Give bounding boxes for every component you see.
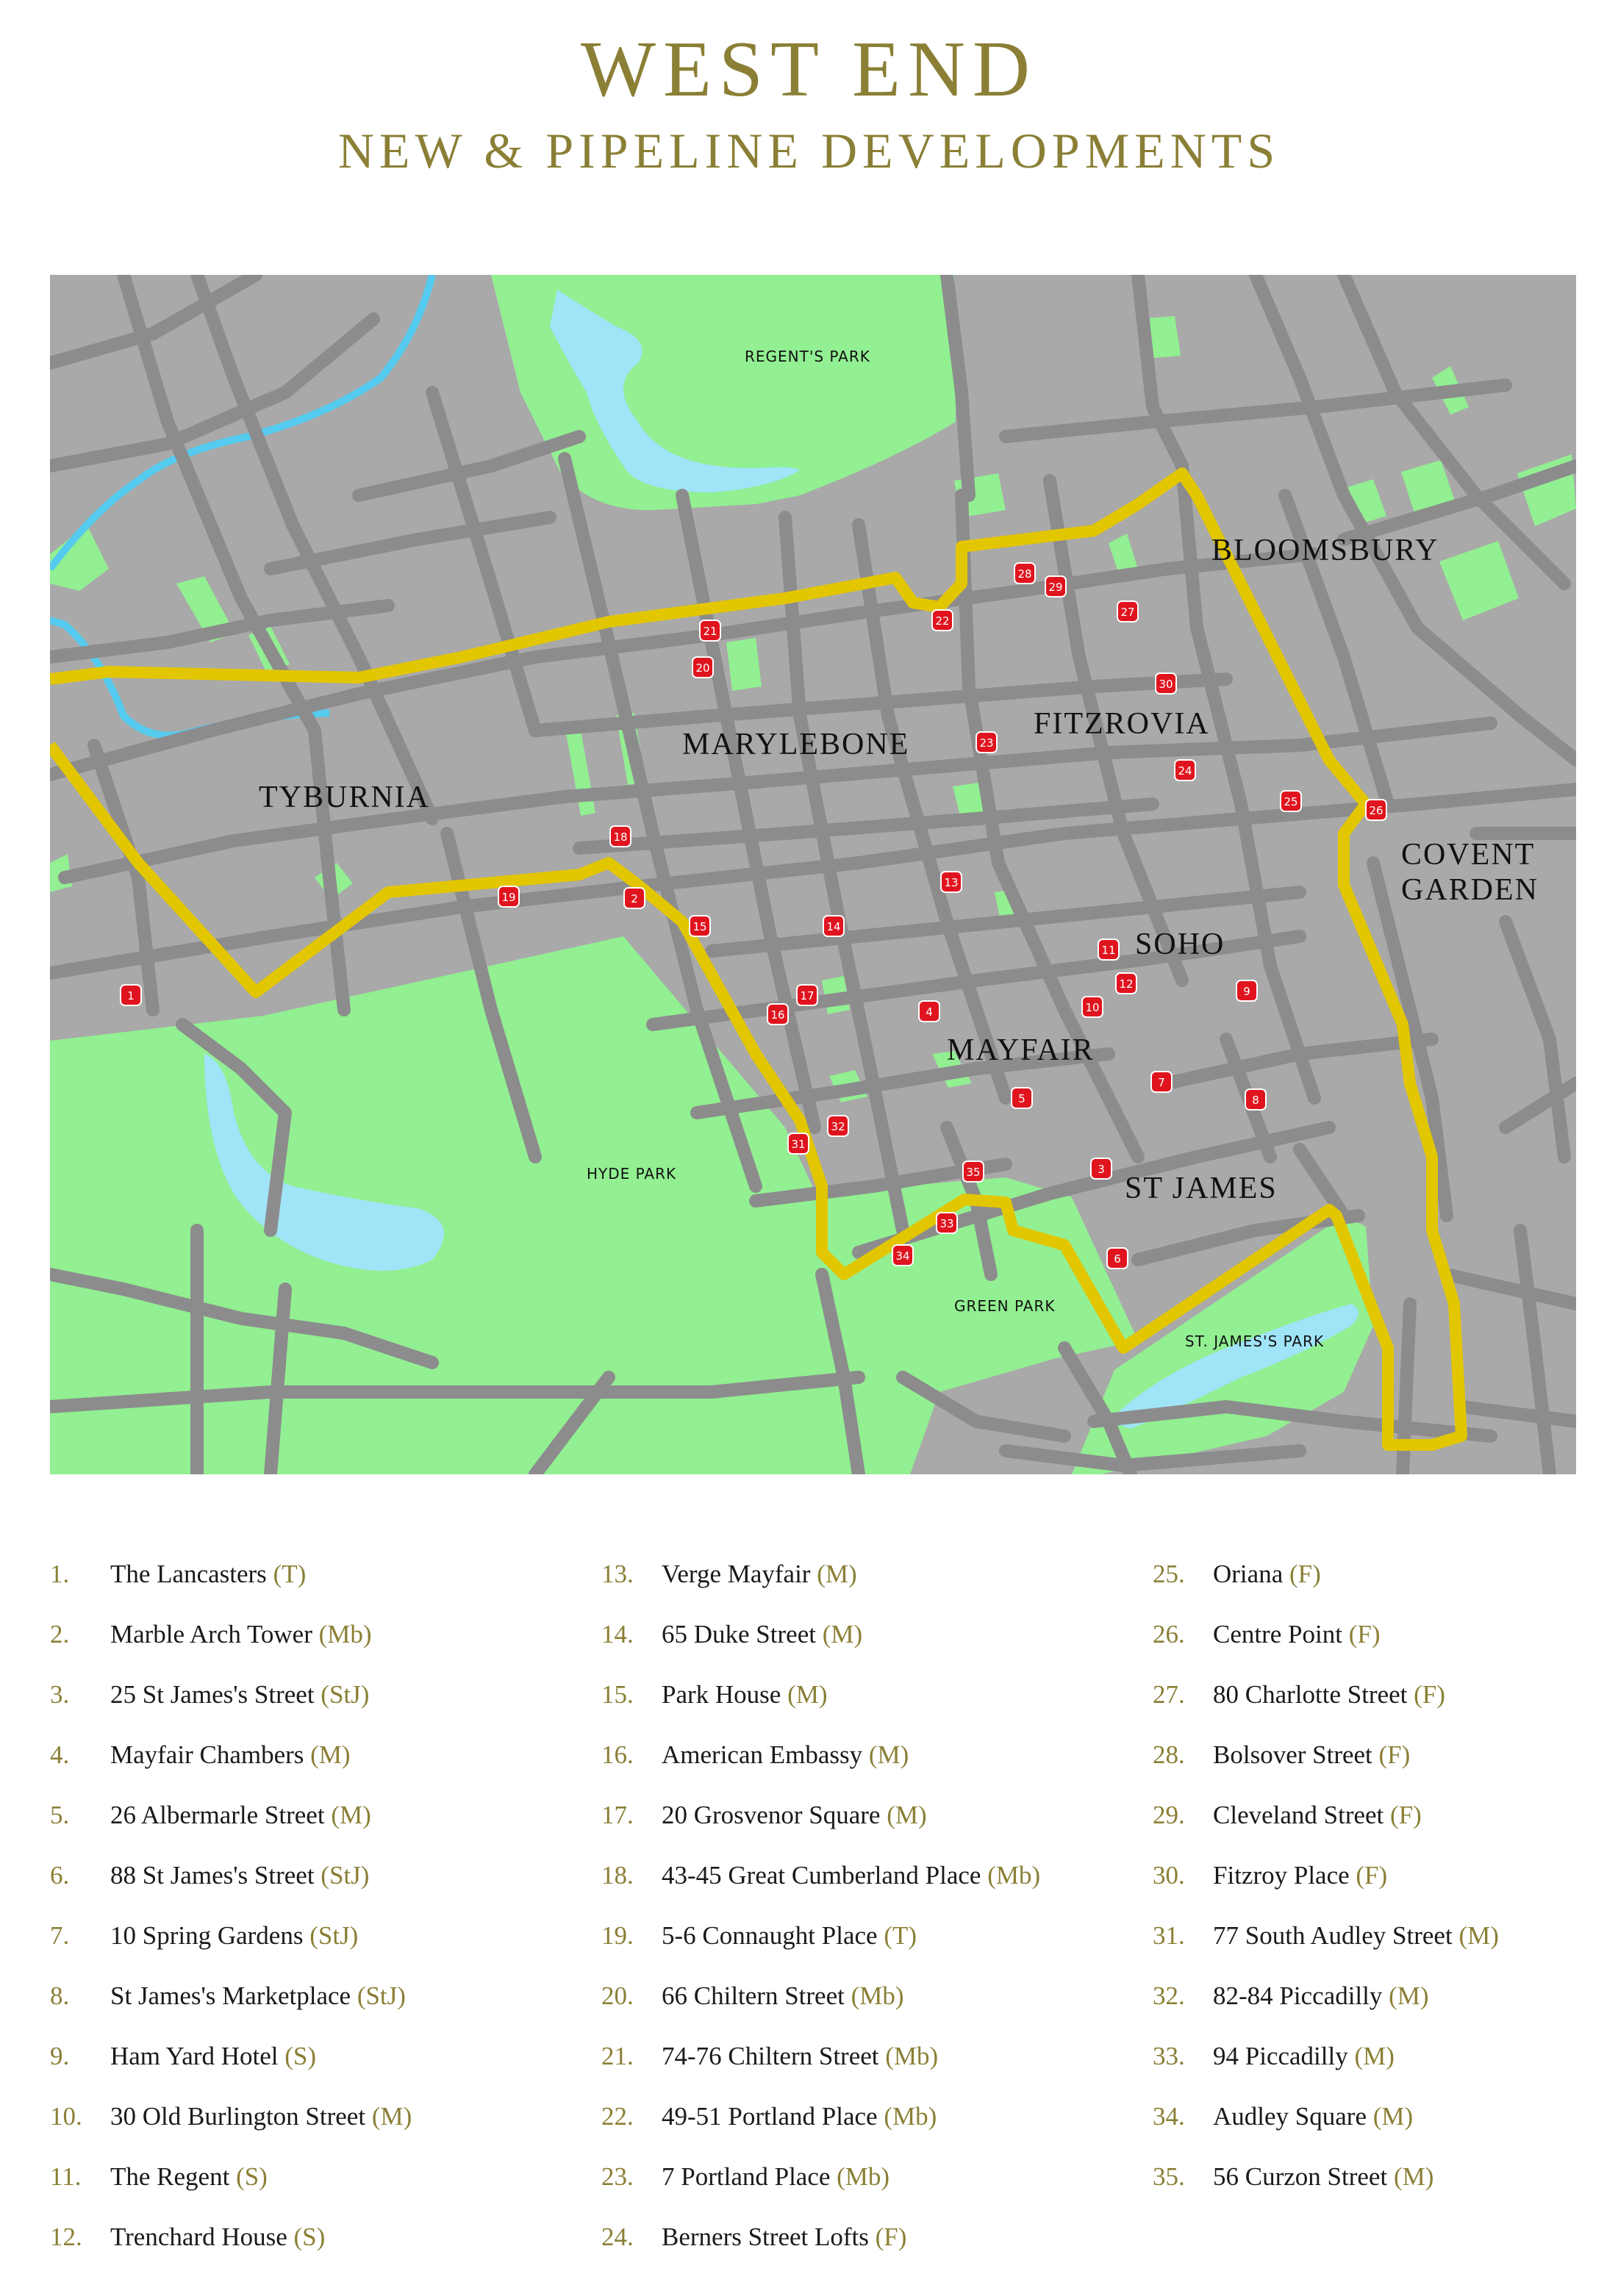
legend-item bbox=[50, 2034, 594, 2095]
legend-name: 43-45 Great Cumberland Place bbox=[662, 1861, 988, 1890]
legend-code: (M) bbox=[1354, 2042, 1395, 2070]
legend-name: 66 Chiltern Street bbox=[662, 1981, 851, 2010]
map-marker-label: 14 bbox=[826, 920, 841, 933]
legend-name: Bolsover Street bbox=[1213, 1740, 1379, 1769]
legend-item bbox=[601, 1793, 1145, 1854]
legend-code: (M) bbox=[822, 1620, 863, 1649]
legend-number: 16. bbox=[601, 1740, 634, 1769]
legend-name: Marble Arch Tower bbox=[110, 1620, 319, 1649]
legend-item bbox=[601, 1854, 1145, 1914]
legend-name: 25 St James's Street bbox=[110, 1680, 321, 1709]
legend-number: 4. bbox=[50, 1740, 70, 1769]
legend-item bbox=[50, 2155, 594, 2215]
legend-name: Berners Street Lofts bbox=[662, 2223, 876, 2251]
legend-code: (F) bbox=[1356, 1861, 1388, 1890]
legend-item bbox=[1153, 1974, 1618, 2034]
legend-item bbox=[50, 1974, 594, 2034]
legend-number: 15. bbox=[601, 1680, 634, 1709]
legend-name: 65 Duke Street bbox=[662, 1620, 823, 1649]
map-marker-label: 33 bbox=[939, 1217, 954, 1230]
park-patch bbox=[726, 638, 762, 691]
legend-name: Park House bbox=[662, 1680, 788, 1709]
legend-item bbox=[601, 2215, 1145, 2275]
legend-name: The Regent bbox=[110, 2162, 237, 2191]
legend-number: 25. bbox=[1153, 1560, 1185, 1588]
map-marker[interactable] bbox=[1098, 939, 1119, 960]
map-marker[interactable] bbox=[1156, 673, 1176, 694]
map-marker-label: 15 bbox=[692, 920, 707, 933]
legend-name: Cleveland Street bbox=[1213, 1801, 1391, 1829]
legend-item bbox=[1153, 1914, 1618, 1974]
map-marker-label: 18 bbox=[613, 830, 628, 844]
legend-item bbox=[601, 1612, 1145, 1673]
map-marker[interactable] bbox=[788, 1133, 809, 1154]
legend-item bbox=[50, 1914, 594, 1974]
legend-number: 17. bbox=[601, 1801, 634, 1829]
legend-code: (F) bbox=[1414, 1680, 1445, 1709]
legend-name: 49-51 Portland Place bbox=[662, 2102, 884, 2131]
map-marker-label: 11 bbox=[1101, 944, 1116, 957]
legend-number: 22. bbox=[601, 2102, 634, 2131]
map-marker[interactable] bbox=[692, 657, 713, 678]
legend-name: 10 Spring Gardens bbox=[110, 1921, 310, 1950]
legend-number: 12. bbox=[50, 2223, 82, 2251]
legend-number: 34. bbox=[1153, 2102, 1185, 2131]
legend-code: (Mb) bbox=[987, 1861, 1041, 1890]
legend-number: 18. bbox=[601, 1861, 634, 1890]
map-marker[interactable] bbox=[937, 1213, 957, 1233]
legend-name: The Lancasters bbox=[110, 1560, 273, 1588]
legend-number: 14. bbox=[601, 1620, 634, 1649]
legend-code: (S) bbox=[284, 2042, 316, 2070]
district-label-fitzrovia: FITZROVIA bbox=[1034, 707, 1210, 741]
legend-code: (StJ) bbox=[357, 1981, 406, 2010]
map-marker-label: 32 bbox=[831, 1120, 845, 1133]
map-marker[interactable] bbox=[690, 916, 710, 936]
legend-number: 29. bbox=[1153, 1801, 1185, 1829]
legend-number: 19. bbox=[601, 1921, 634, 1950]
legend-code: (Mb) bbox=[885, 2042, 939, 2070]
legend-name: 5-6 Connaught Place bbox=[662, 1921, 884, 1950]
legend-item bbox=[50, 1733, 594, 1793]
legend-code: (F) bbox=[1289, 1560, 1321, 1588]
legend-code: (M) bbox=[887, 1801, 927, 1829]
legend-name: 94 Piccadilly bbox=[1213, 2042, 1355, 2070]
legend-item bbox=[50, 1552, 594, 1612]
legend-name: 77 South Audley Street bbox=[1213, 1921, 1459, 1950]
map-marker[interactable] bbox=[828, 1116, 848, 1136]
legend-item bbox=[50, 2215, 594, 2275]
district-label-mayfair: MAYFAIR bbox=[947, 1033, 1095, 1067]
map-marker[interactable] bbox=[1014, 563, 1035, 584]
legend-number: 1. bbox=[50, 1560, 70, 1588]
map-marker[interactable] bbox=[823, 916, 844, 936]
legend-number: 20. bbox=[601, 1981, 634, 2010]
legend-code: (M) bbox=[1393, 2162, 1434, 2191]
map-marker-label: 16 bbox=[770, 1008, 785, 1022]
map-marker-label: 1 bbox=[127, 989, 135, 1002]
legend-item bbox=[1153, 2095, 1618, 2155]
map-marker[interactable] bbox=[919, 1001, 939, 1022]
district-label-tyburnia: TYBURNIA bbox=[259, 781, 430, 814]
legend-code: (M) bbox=[868, 1740, 909, 1769]
map-marker-label: 30 bbox=[1159, 678, 1173, 691]
legend-item bbox=[601, 1914, 1145, 1974]
legend-code: (F) bbox=[1390, 1801, 1422, 1829]
district-label-bloomsbury: BLOOMSBURY bbox=[1211, 534, 1439, 567]
legend-name: Trenchard House bbox=[110, 2223, 294, 2251]
legend-name: Fitzroy Place bbox=[1213, 1861, 1356, 1890]
legend-code: (Mb) bbox=[837, 2162, 890, 2191]
legend-name: St James's Marketplace bbox=[110, 1981, 357, 2010]
legend-code: (F) bbox=[875, 2223, 907, 2251]
legend-number: 21. bbox=[601, 2042, 634, 2070]
park-label-st-jamess-park: ST. JAMES'S PARK bbox=[1185, 1332, 1325, 1350]
legend-number: 24. bbox=[601, 2223, 634, 2251]
legend-code: (M) bbox=[371, 2102, 412, 2131]
map-marker[interactable] bbox=[976, 732, 997, 753]
legend-item bbox=[601, 1552, 1145, 1612]
legend-number: 23. bbox=[601, 2162, 634, 2191]
map-marker-label: 29 bbox=[1048, 581, 1063, 594]
map-marker[interactable] bbox=[1236, 980, 1257, 1001]
map-marker-label: 5 bbox=[1018, 1092, 1025, 1105]
legend-item bbox=[50, 1854, 594, 1914]
legend-number: 2. bbox=[50, 1620, 70, 1649]
legend-code: (F) bbox=[1378, 1740, 1411, 1769]
map-marker-label: 7 bbox=[1158, 1076, 1165, 1089]
legend-column-2 bbox=[601, 1552, 1145, 2275]
legend-name: American Embassy bbox=[662, 1740, 869, 1769]
map-marker-label: 24 bbox=[1178, 764, 1192, 778]
map-marker[interactable] bbox=[797, 985, 817, 1005]
map-marker-label: 21 bbox=[703, 625, 717, 638]
map-marker-label: 13 bbox=[944, 876, 959, 889]
legend-code: (T) bbox=[273, 1560, 307, 1588]
legend-name: 56 Curzon Street bbox=[1213, 2162, 1394, 2191]
map-marker[interactable] bbox=[1281, 791, 1301, 811]
map-marker[interactable] bbox=[610, 826, 631, 847]
map-marker[interactable] bbox=[1175, 760, 1195, 781]
legend-name: Mayfair Chambers bbox=[110, 1740, 311, 1769]
legend-item bbox=[1153, 1673, 1618, 1733]
legend-name: Oriana bbox=[1213, 1560, 1289, 1588]
legend-column-3 bbox=[1153, 1552, 1618, 2215]
map-marker-label: 22 bbox=[935, 614, 950, 628]
district-label-marylebone: MARYLEBONE bbox=[682, 728, 910, 761]
legend-item bbox=[1153, 1854, 1618, 1914]
legend-name: 30 Old Burlington Street bbox=[110, 2102, 372, 2131]
legend-number: 32. bbox=[1153, 1981, 1185, 2010]
district-label-garden: GARDEN bbox=[1401, 873, 1539, 907]
legend-number: 3. bbox=[50, 1680, 70, 1709]
map-marker[interactable] bbox=[1012, 1088, 1032, 1108]
park-label-hyde-park: HYDE PARK bbox=[587, 1165, 677, 1183]
map-marker[interactable] bbox=[121, 985, 141, 1005]
map-marker-label: 3 bbox=[1098, 1163, 1105, 1176]
map-marker-label: 27 bbox=[1120, 606, 1135, 619]
legend-number: 13. bbox=[601, 1560, 634, 1588]
legend-code: (Mb) bbox=[318, 1620, 372, 1649]
district-label-soho: SOHO bbox=[1135, 928, 1225, 961]
map-marker-label: 23 bbox=[979, 736, 994, 750]
map-marker-label: 9 bbox=[1243, 985, 1250, 998]
legend-code: (M) bbox=[310, 1740, 351, 1769]
legend-number: 5. bbox=[50, 1801, 70, 1829]
map-marker[interactable] bbox=[498, 886, 519, 907]
map-marker-label: 8 bbox=[1252, 1094, 1259, 1107]
map-marker[interactable] bbox=[624, 888, 645, 908]
legend-name: Centre Point bbox=[1213, 1620, 1349, 1649]
legend-item bbox=[50, 1612, 594, 1673]
legend-name: 7 Portland Place bbox=[662, 2162, 837, 2191]
legend-item bbox=[1153, 2034, 1618, 2095]
legend-name: 88 St James's Street bbox=[110, 1861, 321, 1890]
map-marker[interactable] bbox=[1366, 800, 1386, 820]
map-marker-label: 28 bbox=[1017, 567, 1032, 581]
legend-number: 31. bbox=[1153, 1921, 1185, 1950]
legend-number: 33. bbox=[1153, 2042, 1185, 2070]
legend-code: (M) bbox=[817, 1560, 857, 1588]
legend-item bbox=[1153, 1733, 1618, 1793]
page-subtitle: NEW & PIPELINE DEVELOPMENTS bbox=[337, 123, 1281, 179]
legend-name: Audley Square bbox=[1213, 2102, 1373, 2131]
map-marker[interactable] bbox=[1082, 997, 1103, 1017]
legend-number: 9. bbox=[50, 2042, 70, 2070]
legend-number: 11. bbox=[50, 2162, 82, 2191]
park-label-regents-park: REGENT'S PARK bbox=[745, 348, 870, 365]
map-marker[interactable] bbox=[767, 1004, 788, 1025]
map[interactable] bbox=[50, 275, 1576, 1474]
legend-name: 26 Albermarle Street bbox=[110, 1801, 332, 1829]
map-marker[interactable] bbox=[1091, 1158, 1112, 1179]
map-marker[interactable] bbox=[1107, 1248, 1128, 1269]
map-marker[interactable] bbox=[1245, 1089, 1266, 1110]
legend-item bbox=[50, 1793, 594, 1854]
legend-number: 30. bbox=[1153, 1861, 1185, 1890]
legend-item bbox=[1153, 1612, 1618, 1673]
map-marker-label: 20 bbox=[695, 661, 710, 675]
legend-column-1 bbox=[50, 1552, 594, 2275]
district-label-covent: COVENT bbox=[1401, 838, 1536, 872]
map-marker[interactable] bbox=[963, 1161, 984, 1182]
legend-number: 10. bbox=[50, 2102, 82, 2131]
map-marker-label: 25 bbox=[1284, 795, 1298, 808]
legend-number: 27. bbox=[1153, 1680, 1185, 1709]
legend-code: (Mb) bbox=[851, 1981, 904, 2010]
map-marker-label: 4 bbox=[926, 1005, 933, 1019]
map-marker[interactable] bbox=[1045, 576, 1066, 597]
legend-item bbox=[50, 1673, 594, 1733]
legend-item bbox=[601, 1733, 1145, 1793]
legend-code: (Mb) bbox=[884, 2102, 937, 2131]
legend-number: 35. bbox=[1153, 2162, 1185, 2191]
map-marker[interactable] bbox=[892, 1245, 913, 1266]
park-label-green-park: GREEN PARK bbox=[954, 1297, 1056, 1315]
legend-code: (M) bbox=[787, 1680, 828, 1709]
map-canvas[interactable] bbox=[50, 275, 1576, 1474]
legend-number: 7. bbox=[50, 1921, 70, 1950]
map-marker-label: 31 bbox=[791, 1138, 806, 1151]
map-marker-label: 35 bbox=[966, 1166, 981, 1179]
map-marker[interactable] bbox=[1151, 1072, 1172, 1092]
legend-item bbox=[601, 2095, 1145, 2155]
legend-name: Verge Mayfair bbox=[662, 1560, 817, 1588]
legend-item bbox=[601, 1673, 1145, 1733]
legend-item bbox=[1153, 2155, 1618, 2215]
map-marker-label: 12 bbox=[1119, 977, 1134, 991]
map-marker-label: 26 bbox=[1369, 804, 1383, 817]
page-title: WEST END bbox=[581, 26, 1037, 113]
map-marker-label: 19 bbox=[501, 891, 516, 904]
map-marker-label: 34 bbox=[895, 1249, 910, 1263]
district-label-st-james: ST JAMES bbox=[1125, 1172, 1278, 1205]
legend-code: (S) bbox=[236, 2162, 268, 2191]
map-marker-label: 2 bbox=[631, 892, 638, 905]
legend-name: 80 Charlotte Street bbox=[1213, 1680, 1414, 1709]
legend-code: (StJ) bbox=[321, 1861, 370, 1890]
legend-code: (StJ) bbox=[309, 1921, 359, 1950]
legend-item bbox=[1153, 1793, 1618, 1854]
map-marker[interactable] bbox=[1116, 973, 1136, 994]
map-marker-label: 10 bbox=[1085, 1001, 1100, 1014]
legend-code: (S) bbox=[293, 2223, 326, 2251]
map-marker[interactable] bbox=[1117, 601, 1138, 622]
legend-item bbox=[601, 1974, 1145, 2034]
legend-code: (StJ) bbox=[321, 1680, 370, 1709]
legend-name: 74-76 Chiltern Street bbox=[662, 2042, 886, 2070]
legend-number: 8. bbox=[50, 1981, 70, 2010]
legend-item bbox=[1153, 1552, 1618, 1612]
map-marker-label: 6 bbox=[1114, 1252, 1121, 1266]
map-marker-label: 17 bbox=[800, 989, 815, 1002]
legend-code: (F) bbox=[1348, 1620, 1381, 1649]
legend-number: 6. bbox=[50, 1861, 70, 1890]
legend-name: 20 Grosvenor Square bbox=[662, 1801, 887, 1829]
map-marker[interactable] bbox=[700, 620, 720, 641]
legend-item bbox=[50, 2095, 594, 2155]
map-marker[interactable] bbox=[941, 872, 962, 892]
legend-number: 28. bbox=[1153, 1740, 1185, 1769]
legend-item bbox=[601, 2155, 1145, 2215]
legend-item bbox=[601, 2034, 1145, 2095]
map-marker[interactable] bbox=[932, 610, 953, 631]
legend-code: (M) bbox=[331, 1801, 371, 1829]
legend-number: 26. bbox=[1153, 1620, 1185, 1649]
legend-name: Ham Yard Hotel bbox=[110, 2042, 285, 2070]
legend-code: (M) bbox=[1389, 1981, 1429, 2010]
legend-code: (M) bbox=[1458, 1921, 1499, 1950]
legend-name: 82-84 Piccadilly bbox=[1213, 1981, 1389, 2010]
legend-code: (M) bbox=[1372, 2102, 1414, 2131]
legend-code: (T) bbox=[884, 1921, 917, 1950]
